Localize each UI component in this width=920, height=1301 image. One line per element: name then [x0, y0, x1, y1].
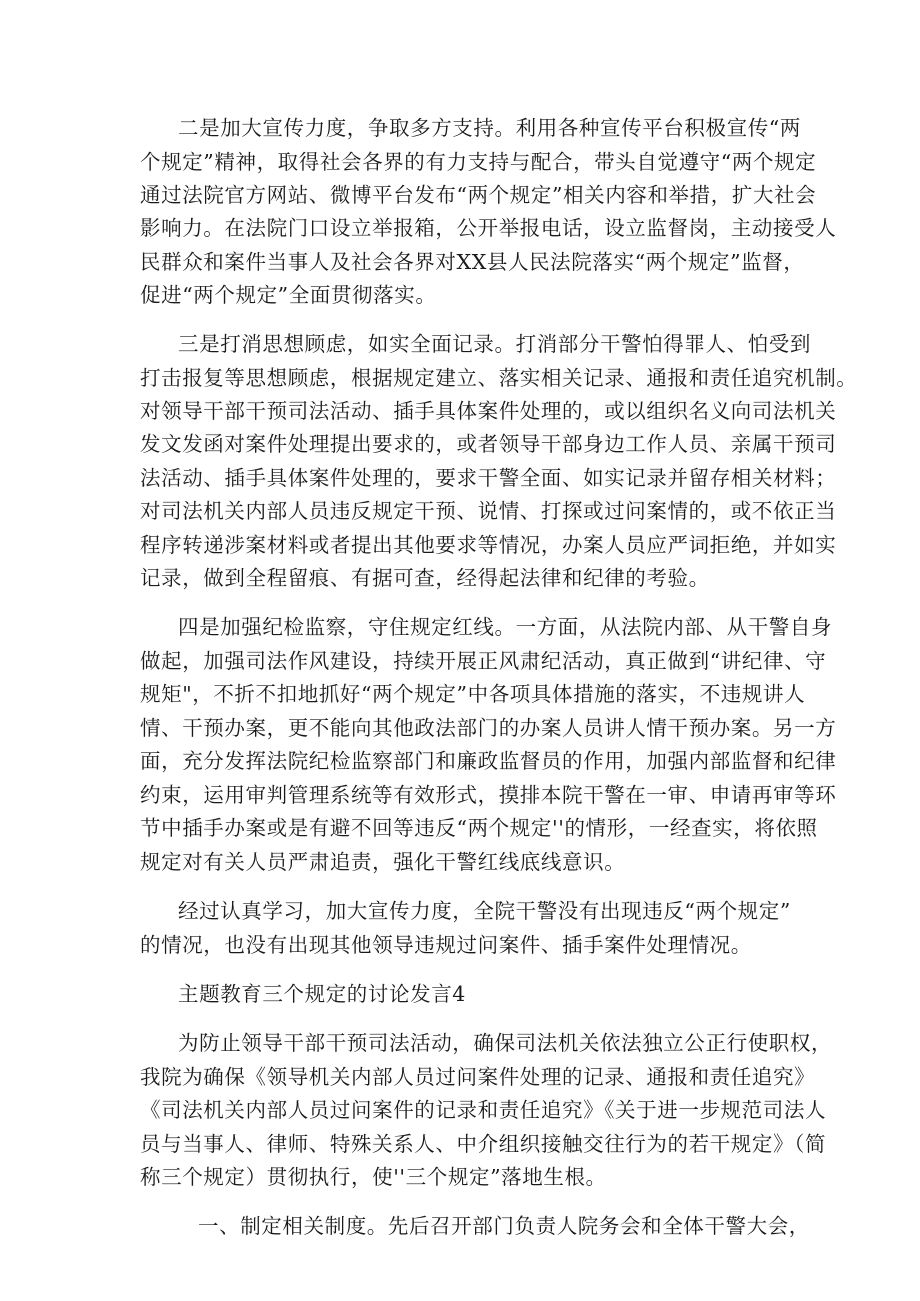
text-line: 节中插手办案或是有避不回等违反“两个规定''的情形，一经查实，将依照: [140, 816, 818, 840]
section-heading: 主题教育三个规定的讨论发言4: [178, 982, 466, 1006]
text-line: 规定对有关人员严肃追责，强化干警红线底线意识。: [140, 850, 626, 874]
text-line: 情、干预办案，更不能向其他政法部门的办案人员讲人情干预办案。另一方: [140, 716, 837, 740]
text-line: 员与当事人、律师、特殊关系人、中介组织接触交往行为的若干规定》（简: [140, 1132, 827, 1156]
text-line: 四是加强纪检监察，守住规定红线。一方面，从法院内部、从干警自身: [178, 615, 833, 639]
text-line: 影响力。在法院门口设立举报箱，公开举报电话，设立监督岗，主动接受人: [140, 216, 837, 240]
text-line: 我院为确保《领导机关内部人员过问案件处理的记录、通报和责任追究》: [140, 1065, 816, 1089]
text-line: 面，充分发挥法院纪检监察部门和廉政监督员的作用，加强内部监督和纪律: [140, 749, 837, 773]
text-line: 民群众和案件当事人及社会各界对XX县人民法院落实“两个规定”监督，: [140, 250, 805, 274]
text-line: 为防止领导干部干预司法活动，确保司法机关依法独立公正行使职权，: [178, 1031, 833, 1055]
text-line: 做起，加强司法作风建设，持续开展正风肃纪活动，真正做到“讲纪律、守: [140, 649, 827, 673]
text-line: 发文发函对案件处理提出要求的，或者领导干部身边工作人员、亲属干预司: [140, 432, 837, 456]
text-line: 记录，做到全程留痕、有据可查，经得起法律和纪律的考验。: [140, 566, 710, 590]
text-line: 称三个规定）贯彻执行，使''三个规定”落地生根。: [140, 1165, 607, 1189]
text-line: 约束，运用审判管理系统等有效形式，摸排本院干警在一审、申请再审等环: [140, 783, 837, 807]
text-line: 对领导干部干预司法活动、插手具体案件处理的，或以组织名义向司法机关: [140, 399, 837, 423]
text-line: 规矩"，不折不扣地抓好“两个规定”中各项具体措施的落实，不违规讲人: [140, 682, 806, 706]
text-line: 的情况，也没有出现其他领导违规过问案件、插手案件处理情况。: [140, 933, 752, 957]
text-line: 《司法机关内部人员过问案件的记录和责任追究》《关于进一步规范司法人: [140, 1098, 827, 1122]
text-line: 三是打消思想顾虑，如实全面记录。打消部分干警怕得罪人、怕受到: [178, 332, 811, 356]
text-line: 通过法院官方网站、微博平台发布“两个规定”相关内容和举措，扩大社会: [140, 183, 817, 207]
text-line: 程序转递涉案材料或者提出其他要求等情况，办案人员应严词拒绝，并如实: [140, 533, 837, 557]
text-line: 经过认真学习，加大宣传力度，全院干警没有出现违反“两个规定”: [178, 899, 791, 923]
text-line: 打击报复等思想顾虑，根据规定建立、落实相关记录、通报和责任追究机制。: [140, 366, 858, 390]
text-line: 促进“两个规定”全面贯彻落实。: [140, 283, 437, 307]
text-line: 法活动、插手具体案件处理的，要求干警全面、如实记录并留存相关材料；: [140, 466, 837, 490]
text-line: 一、制定相关制度。先后召开部门负责人院务会和全体干警大会，: [198, 1214, 810, 1238]
text-line: 个规定”精神，取得社会各界的有力支持与配合，带头自觉遵守“两个规定: [140, 150, 817, 174]
text-line: 对司法机关内部人员违反规定干预、说情、打探或过问案情的，或不依正当: [140, 499, 837, 523]
text-line: 二是加大宣传力度，争取多方支持。利用各种宣传平台积极宣传“两: [178, 116, 801, 140]
